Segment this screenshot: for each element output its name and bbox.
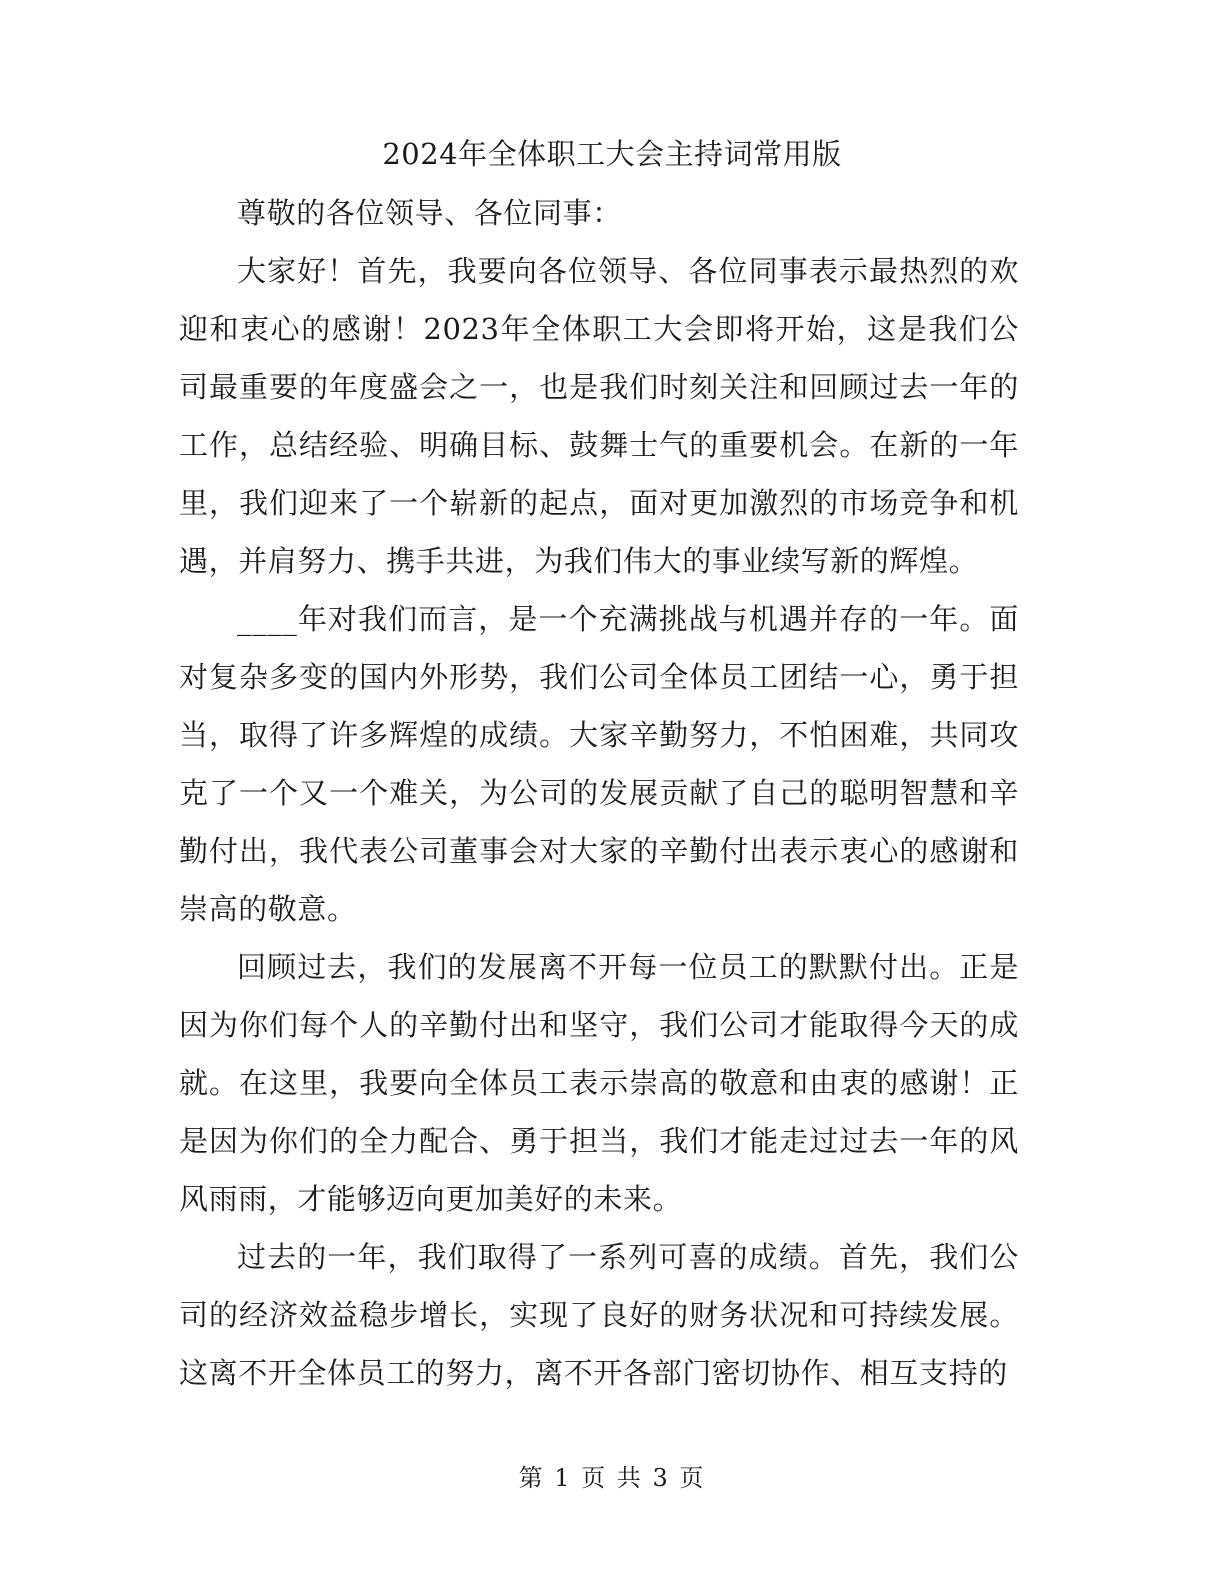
opening-paragraph: 大家好！首先，我要向各位领导、各位同事表示最热烈的欢迎和衷心的感谢！2023年全体职工大会即将开始，这是我们公司最重要的年度盛会之一，也是我们时刻关注和回顾过去一年的工作，总结经验、明确目标、鼓舞士气的重要机会。在新的一年里，我们迎来了一个崭新的起点，面对更加激烈的市场竞争和机遇，并肩努力、携手共进，为我们伟大的事业续写新的辉煌。 [179, 254, 1019, 578]
review-paragraph: 回顾过去，我们的发展离不开每一位员工的默默付出。正是因为你们每个人的辛勤付出和坚守，我们公司才能取得今天的成就。在这里，我要向全体员工表示崇高的敬意和由衷的感谢！正是因为你们的全力配合、勇于担当，我们才能走过过去一年的风风雨雨，才能够迈向更加美好的未来。 [179, 950, 1019, 1216]
achievements-paragraph: 过去的一年，我们取得了一系列可喜的成绩。首先，我们公司的经济效益稳步增长，实现了良好的财务状况和可持续发展。这离不开全体员工的努力，离不开各部门密切协作、相互支持的 [179, 1240, 1019, 1390]
salutation-paragraph: 尊敬的各位领导、各位同事： [237, 196, 622, 230]
page-number-footer: 第 1 页 共 3 页 [518, 1464, 706, 1492]
challenges-paragraph: ____年对我们而言，是一个充满挑战与机遇并存的一年。面对复杂多变的国内外形势，我们公司全体员工团结一心，勇于担当，取得了许多辉煌的成绩。大家辛勤努力，不怕困难，共同攻克了一个又一个难关，为公司的发展贡献了自己的聪明智慧和辛勤付出，我代表公司董事会对大家的辛勤付出表示衷心的感谢和崇高的敬意。 [179, 602, 1019, 926]
document-body [179, 184, 1019, 1402]
document-title: 2024年全体职工大会主持词常用版 [382, 137, 842, 171]
